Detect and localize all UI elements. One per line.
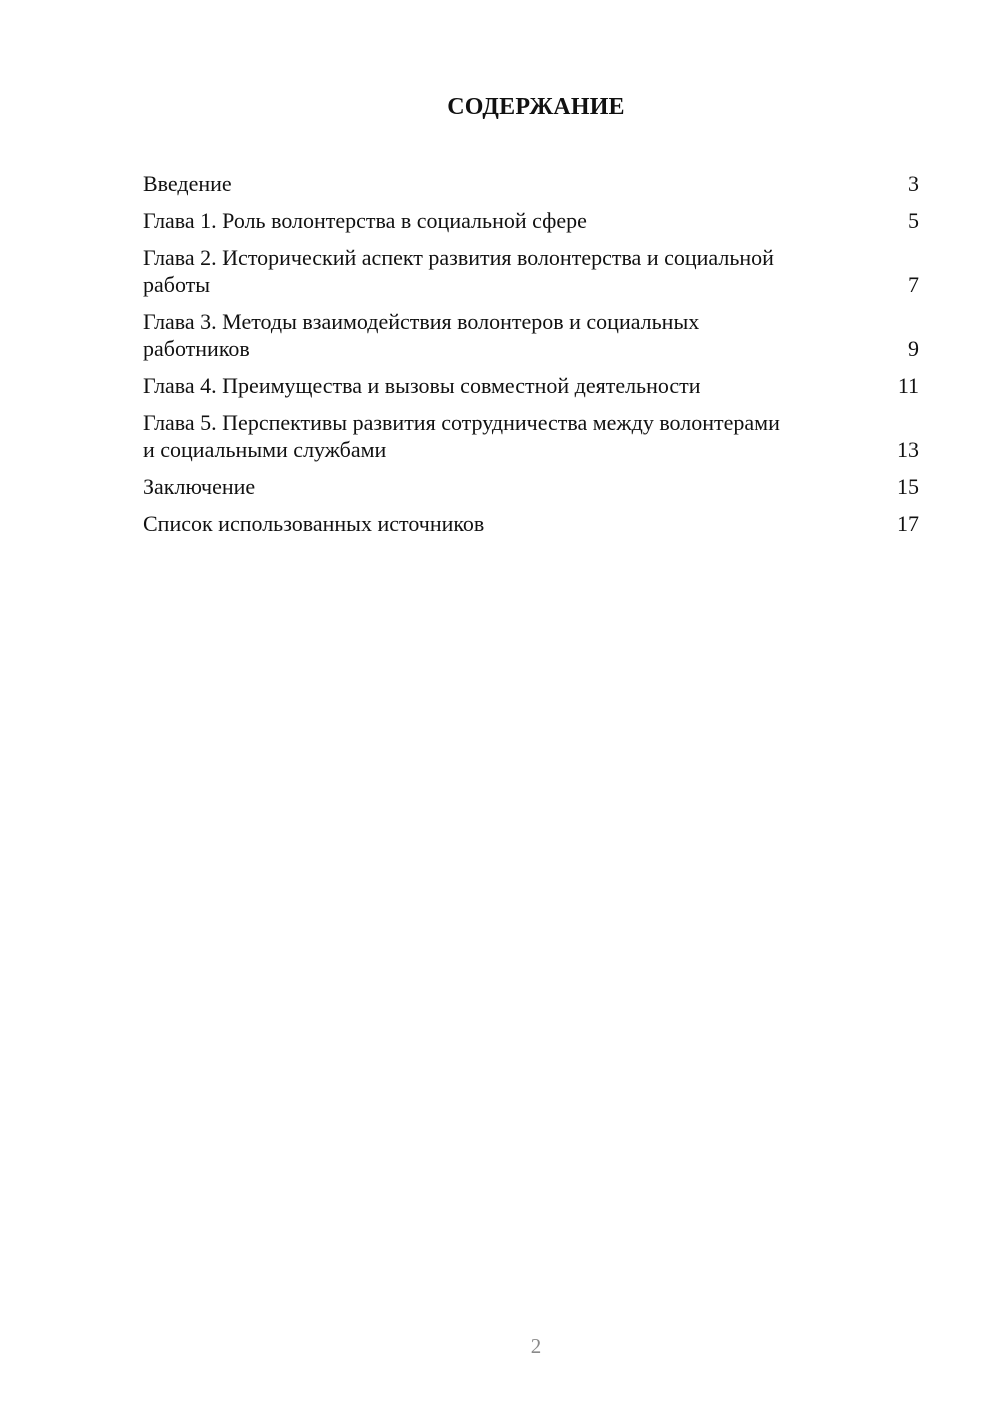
toc-entry-page: 7	[908, 272, 919, 297]
toc-entry-title: Глава 4. Преимущества и вызовы совместной деятельности	[143, 373, 701, 398]
toc-entry-page: 5	[908, 208, 919, 233]
toc-entry-title: Заключение	[143, 474, 256, 499]
toc-entry-page: 11	[897, 373, 919, 398]
toc-entry-title: Введение	[143, 171, 232, 196]
toc-entry-page: 9	[908, 336, 919, 361]
toc-entry-title: Глава 3. Методы взаимодействия волонтеров и социальных работников	[143, 309, 700, 361]
toc-entry	[143, 308, 919, 362]
toc-entry-page: 3	[908, 171, 919, 196]
toc-entry	[143, 409, 919, 463]
toc-entry-page: 17	[897, 511, 919, 536]
page-title: СОДЕРЖАНИЕ	[447, 94, 625, 120]
toc-entry-title: Глава 2. Исторический аспект развития волонтерства и социальной работы	[143, 245, 774, 297]
page-number: 2	[530, 1334, 542, 1358]
toc-entry	[143, 244, 919, 298]
toc-entry	[143, 170, 919, 197]
toc-entry	[143, 510, 919, 537]
toc-entry	[143, 473, 919, 500]
toc-entry-page: 15	[897, 474, 919, 499]
toc-entry-page: 13	[897, 437, 919, 462]
table-of-contents	[143, 170, 919, 547]
toc-entry	[143, 207, 919, 234]
toc-entry-title: Глава 1. Роль волонтерства в социальной сфере	[143, 208, 587, 233]
toc-entry	[143, 372, 919, 399]
toc-entry-title: Список использованных источников	[143, 511, 485, 536]
toc-entry-title: Глава 5. Перспективы развития сотрудничества между волонтерами и социальными службами	[143, 410, 780, 462]
